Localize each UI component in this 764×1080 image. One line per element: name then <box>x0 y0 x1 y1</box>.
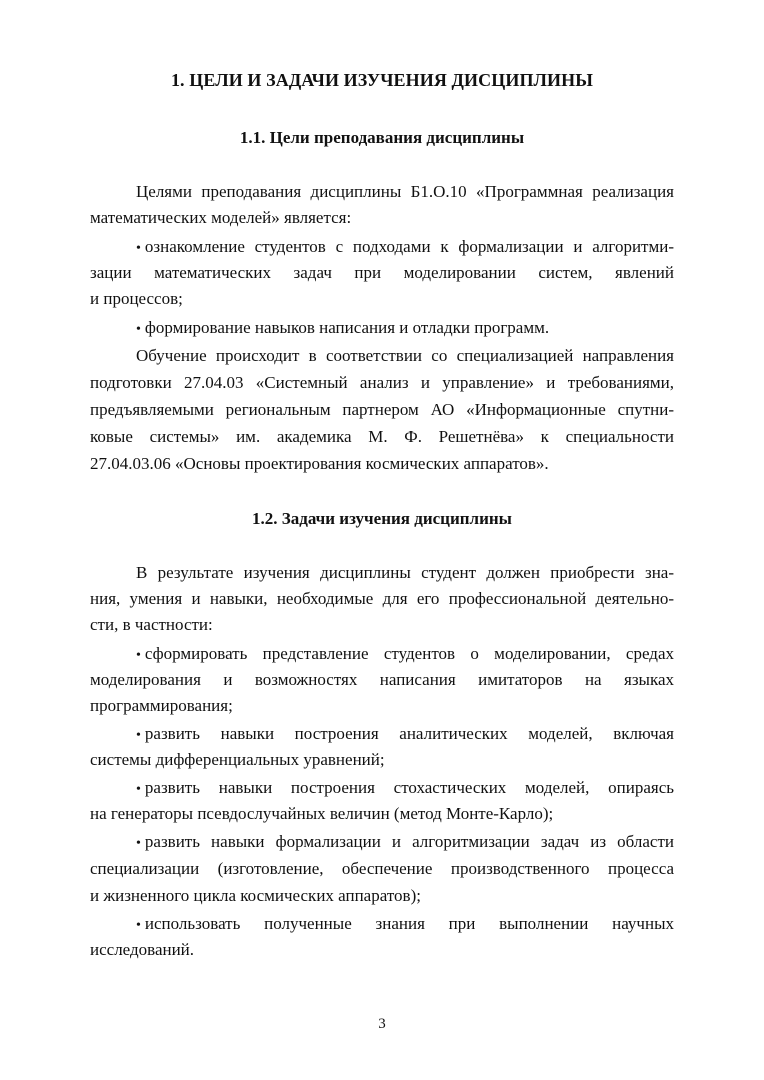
bullet-icon: • <box>136 728 141 743</box>
bullet-item: • развить навыки построения стохастических моделей, опираясь <box>136 778 674 797</box>
paragraph-line: на генераторы псевдослучайных величин (метод Монте-Карло); <box>90 804 554 823</box>
paragraph-line: сти, в частности: <box>90 615 213 634</box>
paragraph-line: и процессов; <box>90 289 183 308</box>
paragraph-line: ковые системы» им. академика М. Ф. Решетнёва» к специальности <box>90 427 674 446</box>
bullet-icon: • <box>136 918 141 933</box>
bullet-icon: • <box>136 782 141 797</box>
paragraph-line: В результате изучения дисциплины студент должен приобрести зна- <box>136 563 674 582</box>
paragraph-line: Целями преподавания дисциплины Б1.О.10 «Программная реализация <box>136 182 674 201</box>
paragraph-line: математических моделей» является: <box>90 208 352 227</box>
paragraph-line: моделирования и возможностях написания имитаторов на языках <box>90 670 674 689</box>
page-number: 3 <box>378 1016 386 1032</box>
bullet-icon: • <box>136 836 141 851</box>
paragraph-line: 27.04.03.06 «Основы проектирования космических аппаратов». <box>90 454 549 473</box>
paragraph-line: исследований. <box>90 940 195 959</box>
chapter-title: 1. ЦЕЛИ И ЗАДАЧИ ИЗУЧЕНИЯ ДИСЦИПЛИНЫ <box>170 70 594 90</box>
bullet-item: • развить навыки формализации и алгоритмизации задач из области <box>136 832 674 851</box>
bullet-item: • формирование навыков написания и отладки программ. <box>136 318 550 337</box>
bullet-icon: • <box>136 241 141 256</box>
paragraph-line: специализации (изготовление, обеспечение производственного процесса <box>90 859 674 878</box>
paragraph-line: Обучение происходит в соответствии со специализацией направления <box>136 346 674 365</box>
bullet-item: • ознакомление студентов с подходами к формализации и алгоритми- <box>136 237 674 256</box>
section-heading-tasks: 1.2. Задачи изучения дисциплины <box>252 509 512 528</box>
paragraph-line: предъявляемыми региональным партнером АО «Информационные спутни- <box>90 400 674 419</box>
bullet-icon: • <box>136 322 141 337</box>
paragraph-line: и жизненного цикла космических аппаратов); <box>90 886 421 905</box>
bullet-item: • использовать полученные знания при выполнении научных <box>136 914 674 933</box>
bullet-item: • развить навыки построения аналитических моделей, включая <box>136 724 674 743</box>
paragraph-line: системы дифференциальных уравнений; <box>90 750 385 769</box>
section-heading-goals: 1.1. Цели преподавания дисциплины <box>239 128 525 147</box>
paragraph-line: подготовки 27.04.03 «Системный анализ и управление» и требованиями, <box>90 373 674 392</box>
bullet-icon: • <box>136 648 141 663</box>
paragraph-line: зации математических задач при моделировании систем, явлений <box>90 263 674 282</box>
bullet-item: • сформировать представление студентов о моделировании, средах <box>136 644 674 663</box>
paragraph-line: ния, умения и навыки, необходимые для его профессиональной деятельно- <box>90 589 674 608</box>
paragraph-line: программирования; <box>90 696 233 715</box>
